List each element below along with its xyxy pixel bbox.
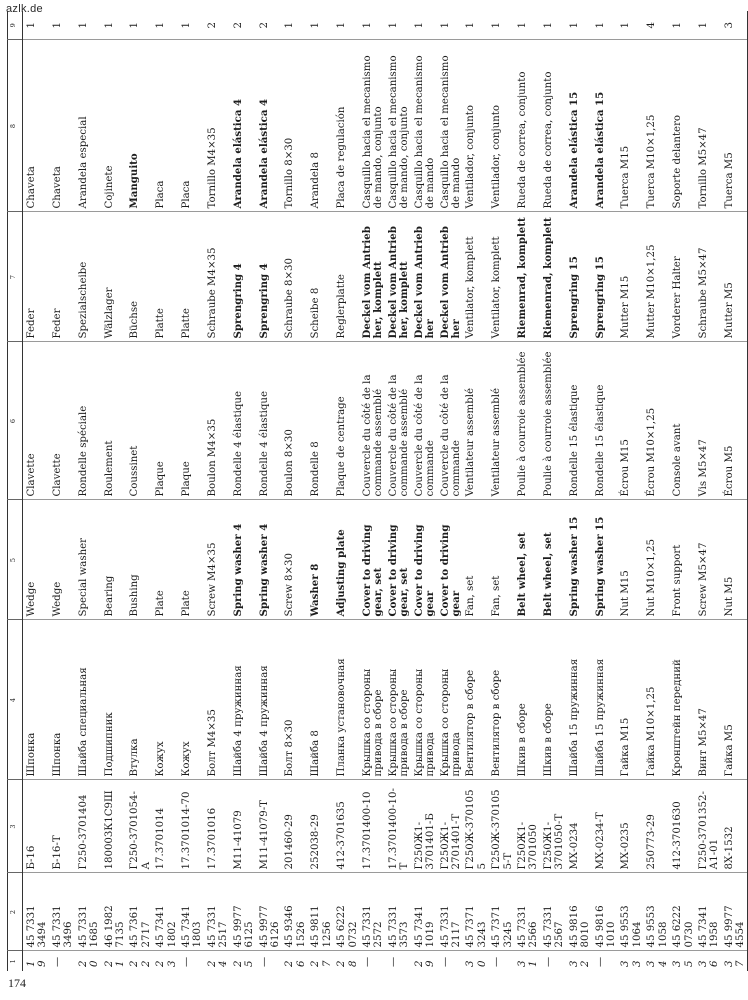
name-german: Sprengring 4 <box>256 212 282 342</box>
quantity: 1 <box>517 22 529 29</box>
name-russian: Гайка М10×1,25 <box>643 620 669 780</box>
quantity: 1 <box>284 22 296 29</box>
table-row <box>152 11 178 971</box>
position-number: — <box>592 951 618 971</box>
part-number: Г250Ж-3701055 <box>462 780 488 873</box>
parts-catalog-table <box>7 11 748 971</box>
column-number: 7 <box>8 212 23 342</box>
name-russian: Гайка М5 <box>721 620 747 780</box>
name-spanish: Placa de regulación <box>333 40 359 212</box>
catalog-number: 45 7341 1802 <box>152 873 178 951</box>
name-english: Wedge <box>23 500 49 620</box>
name-english: Screw 8×30 <box>281 500 307 620</box>
name-english: Cover to driving gear, set <box>385 500 411 620</box>
part-number: М11-41079-Т <box>256 780 282 873</box>
name-french: Écrou M5 <box>721 342 747 500</box>
name-french: Roulement <box>101 342 127 500</box>
position-number: 26 <box>281 951 307 971</box>
catalog-number: 45 7361 2717 <box>126 873 152 951</box>
name-french: Écrou M10×1,25 <box>643 342 669 500</box>
name-english: Screw M5×47 <box>695 500 721 620</box>
name-french: Rondelle 4 élastique <box>230 342 256 500</box>
position-number: 32 <box>566 951 592 971</box>
position-number: — <box>540 951 566 971</box>
part-number: 201460-29 <box>281 780 307 873</box>
name-german: Sprengring 4 <box>230 212 256 342</box>
name-french: Rondelle 4 élastique <box>256 342 282 500</box>
name-german: Schraube M5×47 <box>695 212 721 342</box>
name-english: Plate <box>178 500 204 620</box>
table-row <box>256 11 282 971</box>
quantity: 1 <box>439 22 451 29</box>
name-russian: Кронштейн передний <box>669 620 695 780</box>
part-number: 250773-29 <box>643 780 669 873</box>
name-russian: Шпонка <box>49 620 75 780</box>
name-english: Screw M4×35 <box>204 500 230 620</box>
quantity: 1 <box>103 22 115 29</box>
column-number: 5 <box>8 500 23 620</box>
name-german: Deckel vom Antrieb her, komplett <box>359 212 385 342</box>
name-german: Schraube M4×35 <box>204 212 230 342</box>
name-spanish: Casquillo hacia el mecanismo de mando <box>411 40 437 212</box>
name-russian: Кожух <box>178 620 204 780</box>
name-spanish: Tornillo M5×47 <box>695 40 721 212</box>
part-number: 8Х-1532 <box>721 780 747 873</box>
name-russian: Крышка со стороны привода <box>411 620 437 780</box>
quantity: 1 <box>361 22 373 29</box>
quantity: 1 <box>594 22 606 29</box>
part-number: МХ-0234 <box>566 780 592 873</box>
table-row <box>230 11 256 971</box>
name-german: Sprengring 15 <box>566 212 592 342</box>
name-english: Spring washer 4 <box>230 500 256 620</box>
catalog-number: 45 9977 4554 <box>721 873 747 951</box>
name-german: Riemenrad, komplett <box>540 212 566 342</box>
name-german: Schraube 8×30 <box>281 212 307 342</box>
table-row <box>721 11 747 971</box>
position-number: 36 <box>695 951 721 971</box>
position-number: 34 <box>643 951 669 971</box>
catalog-number: 45 7331 3496 <box>49 873 75 951</box>
quantity: 1 <box>542 22 554 29</box>
position-number: — <box>256 951 282 971</box>
name-english: Fan, set <box>488 500 514 620</box>
name-german: Feder <box>23 212 49 342</box>
name-russian: Крышка со стороны привода в сборе <box>385 620 411 780</box>
name-spanish: Casquillo hacia el mecanismo de mando, conjunto <box>385 40 411 212</box>
name-english: Spring washer 4 <box>256 500 282 620</box>
table-row <box>75 11 101 971</box>
part-number: 17.3701400-10-Т <box>385 780 411 873</box>
position-number: 37 <box>721 951 747 971</box>
name-russian: Кожух <box>152 620 178 780</box>
name-russian: Крышка со стороны привода в сборе <box>359 620 385 780</box>
name-french: Ventilateur assemblé <box>462 342 488 500</box>
catalog-number: 45 9346 1526 <box>281 873 307 951</box>
column-number: 9 <box>8 11 23 40</box>
part-number: 17.3701400-10 <box>359 780 385 873</box>
catalog-number: 45 7331 3573 <box>385 873 411 951</box>
position-number: 19 <box>23 951 49 971</box>
name-english: Washer 8 <box>307 500 333 620</box>
name-spanish: Soporte delantero <box>669 40 695 212</box>
name-spanish: Tornillo 8×30 <box>281 40 307 212</box>
quantity: 4 <box>646 22 658 29</box>
name-english: Adjusting plate <box>333 500 359 620</box>
quantity: 1 <box>26 22 37 29</box>
name-french: Clavette <box>49 342 75 500</box>
part-number: 17.3701016 <box>204 780 230 873</box>
part-number: Б-16 <box>23 780 49 873</box>
name-spanish: Tuerca M5 <box>721 40 747 212</box>
name-russian: Шкив в сборе <box>540 620 566 780</box>
catalog-number: 45 6222 0732 <box>333 873 359 951</box>
name-german: Riemenrad, komplett <box>514 212 540 342</box>
table-row <box>307 11 333 971</box>
name-french: Rondelle 15 élastique <box>592 342 618 500</box>
position-number: — <box>178 951 204 971</box>
catalog-number: 45 9816 8010 <box>566 873 592 951</box>
name-english: Special washer <box>75 500 101 620</box>
part-number: МХ-0235 <box>617 780 643 873</box>
name-spanish: Tornillo M4×35 <box>204 40 230 212</box>
part-number: Г250-3701054-А <box>126 780 152 873</box>
catalog-number: 45 9816 1010 <box>592 873 618 951</box>
quantity: 1 <box>491 22 503 29</box>
name-french: Clavette <box>23 342 49 500</box>
name-french: Couvercle du côté de la commande <box>411 342 437 500</box>
position-number: 23 <box>152 951 178 971</box>
position-number: 24 <box>204 951 230 971</box>
catalog-number: 45 7331 2517 <box>204 873 230 951</box>
position-number: 33 <box>617 951 643 971</box>
name-german: Büchse <box>126 212 152 342</box>
name-german: Deckel vom Antrieb her, komplett <box>385 212 411 342</box>
name-french: Couvercle du côté de la commande assemblé <box>385 342 411 500</box>
name-french: Poulie à courroie assemblée <box>540 342 566 500</box>
name-russian: Шайба 8 <box>307 620 333 780</box>
table-row <box>126 11 152 971</box>
name-german: Reglerplatte <box>333 212 359 342</box>
position-number: 29 <box>411 951 437 971</box>
quantity: 1 <box>413 22 425 29</box>
table-row <box>462 11 488 971</box>
catalog-number: 45 7341 1019 <box>411 873 437 951</box>
position-number: — <box>437 951 463 971</box>
catalog-number: 45 7331 2117 <box>437 873 463 951</box>
catalog-number: 45 7341 1803 <box>178 873 204 951</box>
name-spanish: Arandela elástica 15 <box>592 40 618 212</box>
name-french: Rondelle 15 élastique <box>566 342 592 500</box>
position-number: — <box>359 951 385 971</box>
name-russian: Вентилятор в сборе <box>488 620 514 780</box>
name-russian: Втулка <box>126 620 152 780</box>
part-number: Г250-3701352-А1-01 <box>695 780 721 873</box>
catalog-number: 45 7371 3245 <box>488 873 514 951</box>
name-german: Platte <box>152 212 178 342</box>
table-row <box>437 11 463 971</box>
name-german: Mutter M15 <box>617 212 643 342</box>
quantity: 1 <box>387 22 399 29</box>
position-number: 30 <box>462 951 488 971</box>
name-english: Bearing <box>101 500 127 620</box>
name-german: Feder <box>49 212 75 342</box>
quantity: 1 <box>181 22 193 29</box>
part-number: Г250Ж1-3701050 <box>514 780 540 873</box>
column-number: 6 <box>8 342 23 500</box>
catalog-number: 45 7331 2572 <box>359 873 385 951</box>
part-number: Г250Ж1-3701050-Т <box>540 780 566 873</box>
part-number: 412-3701635 <box>333 780 359 873</box>
name-russian: Винт М5×47 <box>695 620 721 780</box>
table-row <box>643 11 669 971</box>
quantity: 1 <box>336 22 348 29</box>
quantity: 1 <box>672 22 684 29</box>
site-watermark: azlk.de <box>6 3 43 15</box>
name-russian: Шайба специальная <box>75 620 101 780</box>
name-russian: Шайба 4 пружинная <box>230 620 256 780</box>
position-number: 27 <box>307 951 333 971</box>
quantity: 1 <box>568 22 580 29</box>
name-french: Coussinet <box>126 342 152 500</box>
name-english: Cover to driving gear <box>411 500 437 620</box>
part-number: Г250-3701404 <box>75 780 101 873</box>
part-number: 17.3701014 <box>152 780 178 873</box>
catalog-number: 45 7331 2566 <box>514 873 540 951</box>
name-french: Vis M5×47 <box>695 342 721 500</box>
name-english: Fan, set <box>462 500 488 620</box>
table-row <box>359 11 385 971</box>
name-spanish: Arandela elástica 15 <box>566 40 592 212</box>
catalog-number: 45 9811 1256 <box>307 873 333 951</box>
quantity: 2 <box>206 22 218 29</box>
name-french: Console avant <box>669 342 695 500</box>
rotated-page-content <box>7 11 747 971</box>
quantity: 1 <box>129 22 141 29</box>
quantity: 1 <box>620 22 632 29</box>
name-spanish: Arandela elástica 4 <box>230 40 256 212</box>
name-spanish: Tuerca M15 <box>617 40 643 212</box>
column-number: 4 <box>8 620 23 780</box>
name-french: Boulon M4×35 <box>204 342 230 500</box>
name-german: Spezialscheibe <box>75 212 101 342</box>
name-english: Wedge <box>49 500 75 620</box>
name-spanish: Tuerca M10×1,25 <box>643 40 669 212</box>
name-german: Scheibe 8 <box>307 212 333 342</box>
name-french: Poulie à courroie assemblée <box>514 342 540 500</box>
catalog-number: 45 7331 1685 <box>75 873 101 951</box>
name-spanish: Chaveta <box>23 40 49 212</box>
name-russian: Вентилятор в сборе <box>462 620 488 780</box>
table-row <box>385 11 411 971</box>
position-number: — <box>385 951 411 971</box>
name-english: Belt wheel, set <box>514 500 540 620</box>
name-french: Plaque <box>178 342 204 500</box>
quantity: 2 <box>258 22 270 29</box>
position-number: 31 <box>514 951 540 971</box>
column-number: 2 <box>8 873 23 951</box>
name-russian: Шкив в сборе <box>514 620 540 780</box>
name-spanish: Casquillo hacia el mecanismo de mando, conjunto <box>359 40 385 212</box>
table-row <box>488 11 514 971</box>
part-number: Г250Ж1-3701401-Б <box>411 780 437 873</box>
position-number: 21 <box>101 951 127 971</box>
position-number: 25 <box>230 951 256 971</box>
name-spanish: Rueda de correa, conjunto <box>514 40 540 212</box>
part-number: Г250Ж-3701055-Т <box>488 780 514 873</box>
name-spanish: Rueda de correa, conjunto <box>540 40 566 212</box>
name-spanish: Placa <box>152 40 178 212</box>
column-number: 8 <box>8 40 23 212</box>
table-row <box>101 11 127 971</box>
name-spanish: Arandela especial <box>75 40 101 212</box>
name-russian: Шпонка <box>23 620 49 780</box>
name-french: Écrou M15 <box>617 342 643 500</box>
table-row <box>540 11 566 971</box>
name-russian: Планка установочная <box>333 620 359 780</box>
name-spanish: Ventilador, conjunto <box>462 40 488 212</box>
name-german: Ventilator, komplett <box>462 212 488 342</box>
catalog-number: 45 7331 3494 <box>23 873 49 951</box>
part-number: МХ-0234-Т <box>592 780 618 873</box>
part-number: Г250Ж1-2701401-Т <box>437 780 463 873</box>
name-german: Platte <box>178 212 204 342</box>
name-french: Plaque <box>152 342 178 500</box>
name-french: Rondelle 8 <box>307 342 333 500</box>
table-row <box>566 11 592 971</box>
name-russian: Болт 8×30 <box>281 620 307 780</box>
table-row <box>514 11 540 971</box>
part-number: М11-41079 <box>230 780 256 873</box>
table-row <box>669 11 695 971</box>
table-row <box>178 11 204 971</box>
name-english: Nut M15 <box>617 500 643 620</box>
name-russian: Шайба 15 пружинная <box>592 620 618 780</box>
name-english: Nut M10×1,25 <box>643 500 669 620</box>
name-english: Cover to driving gear, set <box>359 500 385 620</box>
name-russian: Болт М4×35 <box>204 620 230 780</box>
catalog-number: 45 9553 1058 <box>643 873 669 951</box>
catalog-number: 46 1982 7135 <box>101 873 127 951</box>
quantity: 1 <box>51 22 63 29</box>
part-number: 412-3701630 <box>669 780 695 873</box>
name-spanish: Chaveta <box>49 40 75 212</box>
part-number: 252038-29 <box>307 780 333 873</box>
catalog-number: 45 7331 2567 <box>540 873 566 951</box>
name-english: Nut M5 <box>721 500 747 620</box>
name-russian: Крышка со стороны привода <box>437 620 463 780</box>
name-english: Spring washer 15 <box>566 500 592 620</box>
name-russian: Подшипник <box>101 620 127 780</box>
part-number: 180003К1С9Ш <box>101 780 127 873</box>
name-german: Mutter M10×1,25 <box>643 212 669 342</box>
name-english: Plate <box>152 500 178 620</box>
column-number: 3 <box>8 780 23 873</box>
name-german: Wälzlager <box>101 212 127 342</box>
table-row <box>49 11 75 971</box>
position-number: 22 <box>126 951 152 971</box>
table-row <box>695 11 721 971</box>
name-german: Mutter M5 <box>721 212 747 342</box>
name-spanish: Manguito <box>126 40 152 212</box>
table-row <box>23 11 49 971</box>
quantity: 1 <box>465 22 477 29</box>
name-spanish: Casquillo hacia el mecanismo de mando <box>437 40 463 212</box>
name-english: Cover to driving gear <box>437 500 463 620</box>
name-english: Front support <box>669 500 695 620</box>
name-french: Ventilateur assemblé <box>488 342 514 500</box>
part-number: 17.3701014-70 <box>178 780 204 873</box>
name-french: Boulon 8×30 <box>281 342 307 500</box>
name-german: Deckel vom Antrieb her <box>411 212 437 342</box>
quantity: 1 <box>155 22 167 29</box>
name-russian: Шайба 15 пружинная <box>566 620 592 780</box>
name-russian: Гайка М15 <box>617 620 643 780</box>
name-spanish: Arandela 8 <box>307 40 333 212</box>
part-number: Б-16-Т <box>49 780 75 873</box>
name-german: Deckel vom Antrieb her <box>437 212 463 342</box>
name-english: Bushing <box>126 500 152 620</box>
name-french: Couvercle du côté de la commande assemblé <box>359 342 385 500</box>
name-spanish: Cojinete <box>101 40 127 212</box>
catalog-number: 45 9977 6125 <box>230 873 256 951</box>
catalog-number: 45 7341 1958 <box>695 873 721 951</box>
page-number: 174 <box>8 976 26 990</box>
name-french: Rondelle spéciale <box>75 342 101 500</box>
catalog-number: 45 6222 0730 <box>669 873 695 951</box>
name-english: Belt wheel, set <box>540 500 566 620</box>
column-number: 1 <box>8 951 23 971</box>
name-spanish: Placa <box>178 40 204 212</box>
name-german: Sprengring 15 <box>592 212 618 342</box>
table-row <box>617 11 643 971</box>
name-german: Vorderer Halter <box>669 212 695 342</box>
quantity: 2 <box>232 22 244 29</box>
column-number-row <box>8 11 23 971</box>
name-german: Ventilator, komplett <box>488 212 514 342</box>
position-number: 28 <box>333 951 359 971</box>
name-french: Plaque de centrage <box>333 342 359 500</box>
name-english: Spring washer 15 <box>592 500 618 620</box>
quantity: 3 <box>721 11 747 40</box>
table-row <box>411 11 437 971</box>
table-row <box>204 11 230 971</box>
position-number: — <box>488 951 514 971</box>
position-number: 20 <box>75 951 101 971</box>
quantity: 1 <box>77 22 89 29</box>
position-number: 35 <box>669 951 695 971</box>
catalog-number: 45 7371 3243 <box>462 873 488 951</box>
position-number: — <box>49 951 75 971</box>
table-row <box>281 11 307 971</box>
name-spanish: Arandela elástica 4 <box>256 40 282 212</box>
name-russian: Шайба 4 пружинная <box>256 620 282 780</box>
quantity: 1 <box>310 22 322 29</box>
table-row <box>333 11 359 971</box>
table-row <box>592 11 618 971</box>
catalog-number: 45 9977 6126 <box>256 873 282 951</box>
catalog-number: 45 9553 1064 <box>617 873 643 951</box>
name-spanish: Ventilador, conjunto <box>488 40 514 212</box>
name-french: Couvercle du côté de la commande <box>437 342 463 500</box>
quantity: 1 <box>697 22 709 29</box>
